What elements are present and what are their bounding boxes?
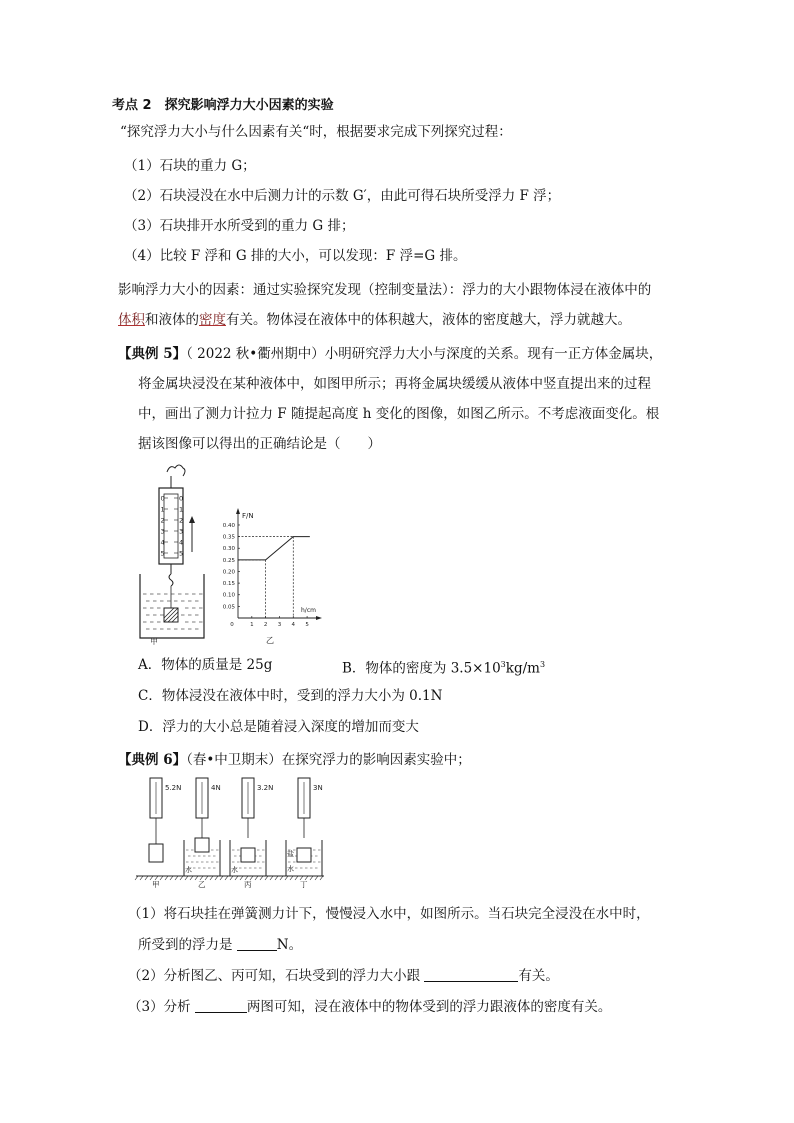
scale-reading: 4N: [211, 784, 221, 792]
ground-hatch-mark: [250, 876, 253, 880]
question-1-line-2: 所受到的浮力是 N。: [138, 937, 303, 953]
stone-block: [149, 844, 163, 862]
spring-scale-setup: [149, 778, 181, 889]
scale-reading: 3N: [313, 784, 323, 792]
ground-hatch-mark: [170, 876, 173, 880]
ground-hatch-mark: [140, 876, 143, 880]
ground-hatch-mark: [255, 876, 258, 880]
question-3: （3）分析 两图可知，浸在液体中的物体受到的浮力跟液体的密度有关。: [128, 999, 612, 1015]
figure-sublabel: 乙: [198, 880, 206, 889]
example5-line-4: 据该图像可以得出的正确结论是（ ）: [138, 436, 381, 452]
liquid-label-salt: 盐: [287, 850, 294, 858]
scale-number: 0: [160, 494, 165, 503]
example5-tag: 【典例 5】: [118, 346, 187, 362]
ground-hatch-mark: [285, 876, 288, 880]
chart-xtick-label: 0: [230, 622, 234, 628]
ground-hatch-mark: [215, 876, 218, 880]
chart-ytick-label: 0.25: [222, 557, 235, 564]
chart-ylabel: F/N: [242, 512, 254, 520]
scale-number: 4: [160, 538, 165, 547]
ground-hatch-mark: [210, 876, 213, 880]
keyword-volume: 体积: [118, 312, 145, 328]
ground-hatch-mark: [315, 876, 318, 880]
ground-hatch-mark: [160, 876, 163, 880]
ground-hatch-mark: [280, 876, 283, 880]
example5-line-2: 将金属块浸没在某种液体中，如图甲所示；再将金属块缓缓从液体中竖直提出来的过程: [138, 376, 651, 392]
ground-hatch-mark: [240, 876, 243, 880]
chart-ytick-label: 0.35: [222, 534, 235, 541]
figure-spring-scale-in-liquid: [134, 462, 220, 648]
scale-number: 1: [160, 505, 165, 514]
ground-hatch-mark: [220, 876, 223, 880]
ground-hatch-mark: [180, 876, 183, 880]
chart-xtick-label: 1: [250, 622, 254, 628]
stone-block: [241, 848, 255, 862]
chart-xlabel: h/cm: [301, 607, 316, 614]
scale-number: 1: [179, 505, 184, 514]
figure-label-b: 乙: [266, 636, 274, 645]
ground-hatch-mark: [230, 876, 233, 880]
chart-x-arrow: [316, 616, 322, 620]
figure-force-height-chart: [218, 500, 328, 648]
step-3: （3）石块排开水所受到的重力 G 排；: [124, 218, 355, 234]
stone-block: [297, 848, 311, 862]
ground-hatch-mark: [310, 876, 313, 880]
chart-ytick-label: 0.40: [222, 522, 235, 529]
liquid-label-water: 水: [287, 865, 294, 873]
scale-number: 3: [179, 527, 184, 536]
ground-hatch-mark: [225, 876, 228, 880]
question-1-line-1: （1）将石块挂在弹簧测力计下，慢慢浸入水中，如图所示。当石块完全浸没在水中时，: [128, 906, 650, 922]
ground-hatch-mark: [190, 876, 193, 880]
answer-blank-3[interactable]: [195, 998, 247, 1013]
chart-y-arrow: [236, 508, 240, 514]
example5-line-1: 【典例 5】（ 2022 秋•衢州期中）小明研究浮力大小与深度的关系。现有一正方体金属块，: [118, 346, 663, 362]
chart-ytick-label: 0.30: [222, 546, 235, 553]
step-1: （1）石块的重力 G；: [124, 158, 256, 174]
scale-number: 3: [160, 527, 165, 536]
spring-scale-setup: [230, 778, 273, 889]
factors-line-1: 影响浮力大小的因素：通过实验探究发现（控制变量法）：浮力的大小跟物体浸在液体中的: [118, 282, 652, 298]
scale-number: 2: [160, 516, 165, 525]
figure-sublabel: 丁: [300, 880, 308, 889]
ground-hatch-mark: [185, 876, 188, 880]
scale-reading: 3.2N: [257, 784, 274, 792]
section-title: 考点 2 探究影响浮力大小因素的实验: [112, 98, 334, 113]
example6-title: 【典例 6】（春•中卫期末）在探究浮力的影响因素实验中；: [118, 752, 471, 768]
answer-blank-1[interactable]: [237, 936, 277, 951]
ground-hatch-mark: [275, 876, 278, 880]
ground-hatch-mark: [175, 876, 178, 880]
scale-reading: 5.2N: [165, 784, 182, 792]
ground-hatch-mark: [260, 876, 263, 880]
chart-ytick-label: 0.05: [222, 604, 235, 611]
ground-hatch-mark: [165, 876, 168, 880]
ground-hatch-mark: [135, 876, 138, 880]
scale-number: 0: [179, 494, 184, 503]
chart-xtick-label: 4: [291, 622, 296, 628]
spring-scale-setup: [286, 778, 323, 889]
factors-line-2: 体积和液体的密度有关。物体浸在液体中的体积越大，液体的密度越大，浮力就越大。: [118, 312, 631, 328]
question-2: （2）分析图乙、丙可知，石块受到的浮力大小跟 有关。: [128, 968, 559, 984]
scale-number: 4: [179, 538, 184, 547]
figure-label-a: 甲: [150, 637, 158, 646]
scale-number: 2: [179, 516, 184, 525]
scale-number: 5: [160, 549, 165, 558]
example5-line-3: 中，画出了测力计拉力 F 随提起高度 h 变化的图像，如图乙所示。不考虑液面变化。根: [138, 406, 660, 422]
ground-hatch-mark: [265, 876, 268, 880]
option-a[interactable]: A．物体的质量是 25g: [138, 657, 273, 673]
ground-hatch-mark: [235, 876, 238, 880]
step-4: （4）比较 F 浮和 G 排的大小，可以发现：F 浮=G 排。: [124, 248, 467, 264]
option-b[interactable]: B．物体的密度为 $3.5\times 10^3kg/m^3$: [342, 660, 546, 677]
ground-hatch-mark: [145, 876, 148, 880]
chart-ytick-label: 0.20: [222, 569, 235, 576]
liquid-label-water: 水: [185, 866, 192, 874]
example6-tag: 【典例 6】: [118, 752, 187, 768]
answer-blank-2[interactable]: [424, 967, 518, 982]
step-2: （2）石块浸没在水中后测力计的示数 G′，由此可得石块所受浮力 F 浮；: [124, 188, 561, 204]
ground-hatch-mark: [320, 876, 323, 880]
ground-hatch-mark: [270, 876, 273, 880]
option-d[interactable]: D．浮力的大小总是随着浸入深度的增加而变大: [138, 719, 419, 735]
spring-scale-setup: [184, 778, 221, 889]
chart-ytick-label: 0.15: [222, 581, 235, 588]
liquid-label-water: 水: [231, 866, 238, 874]
ground-hatch-mark: [295, 876, 298, 880]
section-intro: “探究浮力大小与什么因素有关“时，根据要求完成下列探究过程：: [120, 124, 512, 140]
stone-block: [195, 838, 209, 852]
ground-hatch-mark: [290, 876, 293, 880]
figure-sublabel: 甲: [152, 880, 160, 889]
chart-xtick-label: 5: [305, 622, 309, 628]
chart-xtick-label: 2: [263, 622, 268, 628]
figure-sublabel: 丙: [244, 880, 252, 889]
scale-number: 5: [179, 549, 184, 558]
chart-xtick-label: 3: [277, 622, 282, 628]
chart-ytick-label: 0.10: [222, 592, 235, 599]
figure-four-scales: [134, 776, 344, 890]
ground-hatch-mark: [205, 876, 208, 880]
chart-series-line: [238, 537, 310, 560]
option-c[interactable]: C．物体浸没在液体中时，受到的浮力大小为 0.1N: [138, 688, 443, 704]
keyword-density: 密度: [199, 312, 226, 328]
